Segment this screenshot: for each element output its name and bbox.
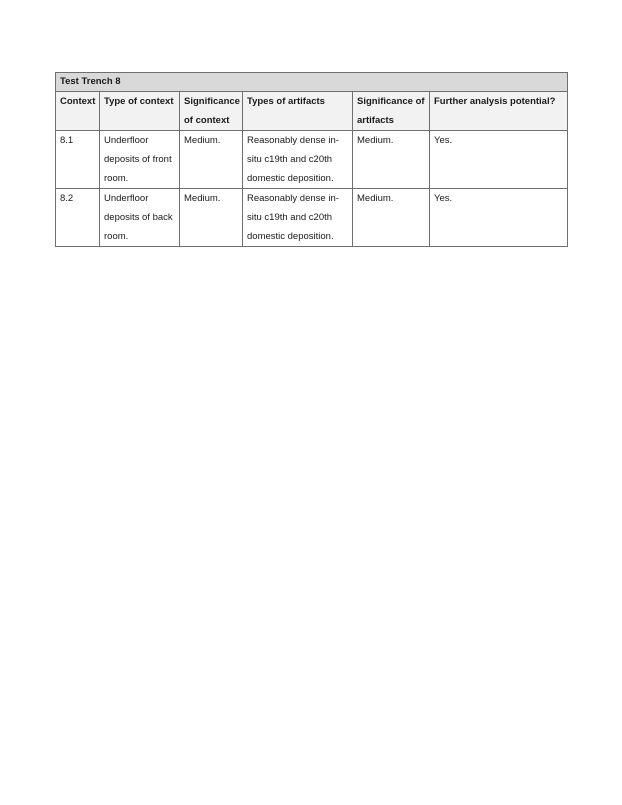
cell-context: 8.2	[56, 189, 100, 247]
header-context: Context	[56, 92, 100, 131]
cell-types-of-artifacts: Reasonably dense in-situ c19th and c20th domestic deposition.	[243, 189, 353, 247]
table-row	[56, 131, 568, 189]
cell-type-of-context: Underfloor deposits of front room.	[100, 131, 180, 189]
cell-types-of-artifacts: Reasonably dense in-situ c19th and c20th domestic deposition.	[243, 131, 353, 189]
cell-significance-of-context: Medium.	[180, 189, 243, 247]
table-row	[56, 189, 568, 247]
table-header-row	[56, 92, 568, 131]
header-types-of-artifacts: Types of artifacts	[243, 92, 353, 131]
table-title-row	[56, 73, 568, 92]
header-type-of-context: Type of context	[100, 92, 180, 131]
cell-significance-of-context: Medium.	[180, 131, 243, 189]
header-significance-of-artifacts: Significance of artifacts	[353, 92, 430, 131]
cell-type-of-context: Underfloor deposits of back room.	[100, 189, 180, 247]
table-title: Test Trench 8	[56, 73, 568, 92]
test-trench-table	[55, 72, 568, 247]
cell-further-analysis: Yes.	[430, 131, 568, 189]
header-further-analysis: Further analysis potential?	[430, 92, 568, 131]
header-significance-of-context: Significance of context	[180, 92, 243, 131]
cell-significance-of-artifacts: Medium.	[353, 131, 430, 189]
cell-context: 8.1	[56, 131, 100, 189]
cell-further-analysis: Yes.	[430, 189, 568, 247]
cell-significance-of-artifacts: Medium.	[353, 189, 430, 247]
